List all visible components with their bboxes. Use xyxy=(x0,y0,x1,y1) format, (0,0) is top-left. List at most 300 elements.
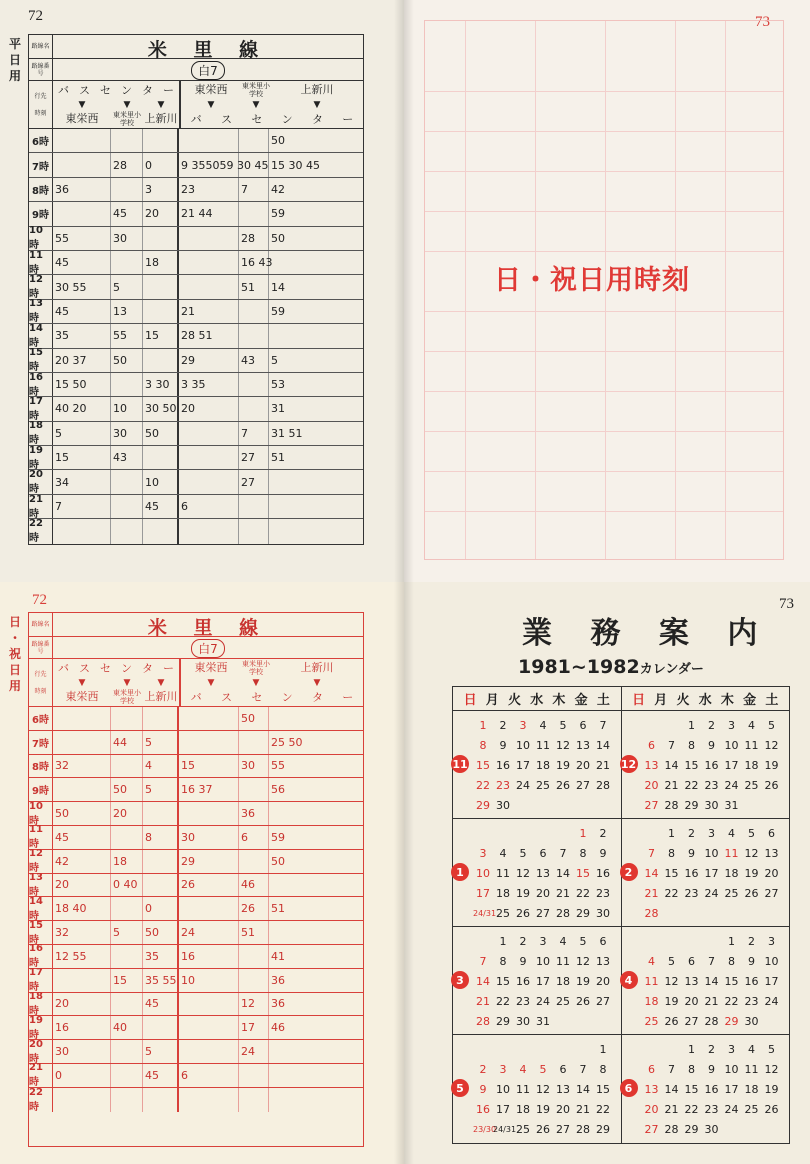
calendar-day: 22 xyxy=(664,886,679,900)
month-block xyxy=(453,927,622,1034)
calendar-day: 19 xyxy=(744,866,759,880)
timetable-row xyxy=(29,707,363,731)
calendar-day: 1 xyxy=(688,1042,695,1056)
calendar-day: 1 xyxy=(479,718,487,732)
minute-cell: 35 55 xyxy=(143,969,179,992)
page-number: 73 xyxy=(755,14,770,30)
calendar-day: 25 xyxy=(744,778,759,792)
calendar-day: 21 xyxy=(704,994,719,1008)
minute-cell xyxy=(111,1088,143,1112)
minute-cell xyxy=(179,251,239,274)
destination-label xyxy=(29,659,53,706)
month-badge: 1 xyxy=(451,863,469,881)
calendar-day: 22 xyxy=(476,778,490,792)
direction-arrows xyxy=(53,99,179,111)
calendar-day: 10 xyxy=(536,954,550,968)
route-number-row xyxy=(29,59,363,81)
direction-inbound xyxy=(181,81,363,128)
dest-char: タ xyxy=(142,83,153,97)
month-badge: 6 xyxy=(620,1079,638,1097)
calendar-week xyxy=(642,843,786,863)
calendar-week xyxy=(473,1039,617,1059)
minute-cell xyxy=(239,397,269,420)
minute-cell xyxy=(239,731,269,754)
destination-label-text: 行先 xyxy=(34,670,47,678)
calendar-day: 14 xyxy=(664,758,679,772)
route-name-row xyxy=(29,613,363,637)
calendar xyxy=(452,686,790,1144)
down-arrow-icon: ▼ xyxy=(252,677,260,688)
minute-cell xyxy=(111,826,143,849)
minute-cell: 50 xyxy=(143,921,179,944)
holiday-timetable-page xyxy=(0,582,404,1164)
line-name: 米 里 線 xyxy=(147,617,269,639)
minute-cell: 15 xyxy=(53,446,111,469)
calendar-day: 28 xyxy=(704,1014,719,1028)
dest-char: セ xyxy=(251,113,263,127)
calendar-day: 8 xyxy=(499,954,507,968)
minute-cell xyxy=(269,251,363,274)
calendar-day: 3 xyxy=(479,846,487,860)
calendar-day: 16 xyxy=(684,866,699,880)
calendar-day: 8 xyxy=(668,846,675,860)
calendar-day: 17 xyxy=(476,886,490,900)
calendar-day: 7 xyxy=(559,846,567,860)
minute-cell: 10 xyxy=(179,969,239,992)
minute-cell xyxy=(143,227,179,250)
minute-cell: 59 xyxy=(271,830,285,844)
calendar-day: 29 xyxy=(684,1122,699,1136)
minute-cell: 50 xyxy=(271,854,285,868)
calendar-day: 18 xyxy=(744,758,759,772)
minute-cell: 50 xyxy=(271,134,285,148)
timetable-row xyxy=(29,202,363,226)
calendar-day: 17 xyxy=(704,866,719,880)
minute-cell: 56 xyxy=(271,783,285,797)
calendar-day: 29 xyxy=(476,798,490,812)
calendar-day: 12 xyxy=(764,738,779,752)
calendar-week xyxy=(473,755,617,775)
calendar-day: 25 xyxy=(744,1102,759,1116)
minute-cell xyxy=(179,275,239,298)
calendar-day: 9 xyxy=(748,954,755,968)
timetable-row xyxy=(29,990,363,1017)
timetable-row xyxy=(29,446,363,470)
minute-cell: 3 xyxy=(143,178,179,201)
calendar-row xyxy=(453,819,789,927)
minute-cell xyxy=(53,778,111,801)
hour-cell: 9時 xyxy=(29,202,53,225)
direction-outbound xyxy=(53,81,181,128)
down-arrow-icon: ▼ xyxy=(78,677,86,688)
hour-cell: 13時 xyxy=(29,874,53,897)
weekday-label: 日 xyxy=(632,693,646,708)
minute-cell: 14 xyxy=(271,280,285,294)
minute-cell xyxy=(143,275,179,298)
hour-cell: 11時 xyxy=(29,826,53,849)
calendar-day: 29 xyxy=(596,1122,610,1136)
calendar-day: 10 xyxy=(516,738,530,752)
minute-cell xyxy=(239,373,269,396)
minute-cell xyxy=(111,945,143,968)
calendar-week xyxy=(642,755,786,775)
direction-arrows xyxy=(181,677,363,689)
calendar-day: 8 xyxy=(688,1062,695,1076)
calendar-week xyxy=(473,1119,617,1139)
minute-cell xyxy=(179,422,239,445)
month-block xyxy=(622,1035,790,1143)
calendar-day: 21 xyxy=(664,1102,679,1116)
calendar-day: 14 xyxy=(644,866,659,880)
route-number-label: 路線番号 xyxy=(29,637,53,658)
calendar-day: 4 xyxy=(728,826,735,840)
page-number: 72 xyxy=(32,592,47,608)
dest-char: タ xyxy=(311,113,323,127)
minute-cell: 45 xyxy=(111,202,143,225)
minute-cell: 59 xyxy=(271,304,285,318)
weekday-label: 土 xyxy=(765,693,779,708)
page-gutter xyxy=(394,0,404,582)
month-badge: 2 xyxy=(620,863,638,881)
minute-cell xyxy=(143,519,179,543)
minute-cell: 50 xyxy=(143,422,179,445)
page-title: 業 務 案 内 xyxy=(522,616,772,651)
weekday-label: 金 xyxy=(743,693,757,708)
minute-cell: 5 xyxy=(111,275,143,298)
minute-cell: 16 37 xyxy=(179,778,239,801)
month-badge: 11 xyxy=(451,755,469,773)
minute-cell xyxy=(179,993,239,1016)
calendar-day: 20 xyxy=(684,994,699,1008)
calendar-day: 15 xyxy=(596,1082,610,1096)
minute-cell xyxy=(179,731,239,754)
minute-cell: 8 xyxy=(143,826,179,849)
calendar-week xyxy=(642,795,786,815)
minute-cell: 55 xyxy=(271,759,285,773)
minute-cell: 6 xyxy=(179,1064,239,1087)
calendar-day: 26 xyxy=(764,1102,779,1116)
minute-cell: 9 355059 30 45 xyxy=(179,153,239,176)
calendar-day: 6 xyxy=(648,738,655,752)
calendar-day: 16 xyxy=(704,758,719,772)
direction-top xyxy=(181,659,363,677)
calendar-day: 31 xyxy=(536,1014,550,1028)
minute-cell: 30 xyxy=(111,422,143,445)
calendar-day: 15 xyxy=(664,866,679,880)
page-number: 72 xyxy=(28,8,43,24)
minute-cell: 21 xyxy=(179,300,239,323)
calendar-day: 7 xyxy=(599,718,607,732)
minute-cell: 18 xyxy=(111,850,143,873)
calendar-day: 3 xyxy=(728,718,735,732)
calendar-day: 5 xyxy=(768,1042,775,1056)
minute-cell: 20 xyxy=(143,202,179,225)
minute-cell xyxy=(269,470,363,493)
calendar-day: 24 xyxy=(516,778,530,792)
dest-char: ー xyxy=(342,113,354,127)
timetable-row xyxy=(29,227,363,251)
minute-cell xyxy=(111,1040,143,1063)
calendar-day: 28 xyxy=(596,778,610,792)
calendar-week xyxy=(642,863,786,883)
minute-cell: 28 xyxy=(239,227,269,250)
calendar-day: 1 xyxy=(599,1042,607,1056)
calendar-week xyxy=(642,903,786,923)
calendar-day: 1 xyxy=(499,934,507,948)
calendar-day: 5 xyxy=(559,718,567,732)
calendar-day: 19 xyxy=(556,758,570,772)
calendar-day: 2 xyxy=(688,826,695,840)
hour-cell: 6時 xyxy=(29,707,53,730)
minute-cell xyxy=(143,300,179,323)
down-arrow-icon: ▼ xyxy=(313,677,321,688)
timetable-row xyxy=(29,826,363,850)
calendar-day: 15 xyxy=(684,758,699,772)
minute-cell xyxy=(239,153,269,176)
calendar-week xyxy=(473,1011,617,1031)
minute-cell: 7 xyxy=(53,495,111,518)
calendar-day: 24/31 xyxy=(473,908,497,918)
minute-cell: 43 xyxy=(111,446,143,469)
direction-arrows xyxy=(53,677,179,689)
calendar-week xyxy=(642,715,786,735)
calendar-day: 26 xyxy=(764,778,779,792)
minute-cell: 43 xyxy=(239,349,269,372)
hour-cell: 13時 xyxy=(29,300,53,323)
calendar-week xyxy=(642,1079,786,1099)
calendar-day: 17 xyxy=(516,758,530,772)
calendar-day: 25 xyxy=(556,994,570,1008)
dest-char: タ xyxy=(142,661,153,675)
calendar-day: 22 xyxy=(596,1102,610,1116)
minute-cell: 7 xyxy=(239,178,269,201)
minute-cell: 30 xyxy=(179,826,239,849)
timetable-row xyxy=(29,129,363,153)
hour-cell: 9時 xyxy=(29,778,53,801)
minute-cell: 17 xyxy=(239,1016,269,1039)
minute-cell: 3 30 xyxy=(143,373,179,396)
dest-char: ン xyxy=(281,113,293,127)
month-badge: 5 xyxy=(451,1079,469,1097)
minute-cell xyxy=(111,251,143,274)
timetable-row xyxy=(29,275,363,299)
calendar-week xyxy=(642,1099,786,1119)
minute-cell: 31 51 xyxy=(271,426,303,440)
calendar-week xyxy=(642,735,786,755)
calendar-day: 15 xyxy=(576,866,590,880)
calendar-day: 4 xyxy=(539,718,547,732)
calendar-day: 20 xyxy=(644,778,659,792)
calendar-day: 4 xyxy=(519,1062,527,1076)
calendar-day: 4 xyxy=(748,718,755,732)
calendar-day: 3 xyxy=(708,826,715,840)
calendar-day: 26 xyxy=(556,778,570,792)
calendar-day: 1 xyxy=(728,934,735,948)
minute-cell xyxy=(239,495,269,518)
calendar-day: 22 xyxy=(576,886,590,900)
calendar-day: 23 xyxy=(516,994,530,1008)
minute-cell xyxy=(111,519,143,543)
dest-char: ン xyxy=(281,691,293,705)
calendar-day: 28 xyxy=(664,798,679,812)
calendar-day: 21 xyxy=(644,886,659,900)
calendar-day: 25 xyxy=(724,886,739,900)
calendar-week xyxy=(642,1119,786,1139)
dest-char: ス xyxy=(79,83,90,97)
calendar-day: 12 xyxy=(664,974,679,988)
dest-char: セ xyxy=(100,83,111,97)
minute-cell: 29 xyxy=(179,349,239,372)
minute-cell: 29 xyxy=(179,850,239,873)
month-block xyxy=(622,819,790,926)
side-label: 日 ・ 祝 日 用 xyxy=(8,615,21,693)
calendar-day: 13 xyxy=(536,866,550,880)
calendar-day: 7 xyxy=(708,954,715,968)
calendar-day: 25 xyxy=(516,1122,530,1136)
month-badge: 12 xyxy=(620,755,638,773)
minute-cell xyxy=(53,153,111,176)
timetable-row xyxy=(29,1088,363,1112)
calendar-day: 2 xyxy=(499,718,507,732)
timetable-row xyxy=(29,300,363,324)
calendar-day: 11 xyxy=(644,974,659,988)
weekday-label: 火 xyxy=(676,693,690,708)
dest-char: バ xyxy=(190,691,202,705)
minute-cell: 51 xyxy=(239,275,269,298)
direction-top xyxy=(53,659,179,677)
minute-cell: 20 xyxy=(53,993,111,1016)
minute-cell: 15 xyxy=(111,969,143,992)
calendar-day: 31 xyxy=(724,798,739,812)
minute-cell: 35 xyxy=(143,945,179,968)
hour-cell: 14時 xyxy=(29,324,53,347)
calendar-day: 13 xyxy=(684,974,699,988)
minute-cell: 20 xyxy=(179,397,239,420)
down-arrow-icon: ▼ xyxy=(157,99,165,110)
calendar-day: 10 xyxy=(724,1062,739,1076)
minute-cell: 16 43 xyxy=(239,251,269,274)
minute-cell: 45 xyxy=(53,826,111,849)
minute-cell xyxy=(239,1088,269,1112)
calendar-day: 1 xyxy=(579,826,587,840)
direction-bottom xyxy=(181,688,363,706)
calendar-week xyxy=(473,931,617,951)
minute-cell xyxy=(53,129,111,152)
minute-cell: 42 xyxy=(53,850,111,873)
calendar-day: 30 xyxy=(744,1014,759,1028)
dest-char: ー xyxy=(163,661,174,675)
dest-stop: 東栄西 xyxy=(65,690,99,704)
minute-cell xyxy=(53,519,111,543)
calendar-day: 4 xyxy=(748,1042,755,1056)
direction-bottom xyxy=(53,110,179,128)
minute-cell xyxy=(269,707,363,730)
calendar-day: 17 xyxy=(536,974,550,988)
calendar-day: 14 xyxy=(704,974,719,988)
holiday-title: 日・祝日用時刻 xyxy=(494,265,690,296)
calendar-header xyxy=(453,687,789,711)
minute-cell: 18 xyxy=(143,251,179,274)
dest-stop: 東米里小学校 xyxy=(113,111,141,128)
calendar-day: 10 xyxy=(496,1082,510,1096)
hour-cell: 12時 xyxy=(29,850,53,873)
calendar-day: 20 xyxy=(596,974,610,988)
calendar-day: 16 xyxy=(596,866,610,880)
calendar-week xyxy=(473,735,617,755)
calendar-day: 6 xyxy=(559,1062,567,1076)
hour-cell: 12時 xyxy=(29,275,53,298)
calendar-day: 15 xyxy=(724,974,739,988)
minute-cell xyxy=(239,202,269,225)
minute-cell xyxy=(111,755,143,778)
dest-char: ス xyxy=(220,113,232,127)
hour-cell: 6時 xyxy=(29,129,53,152)
down-arrow-icon: ▼ xyxy=(207,677,215,688)
calendar-week xyxy=(473,1099,617,1119)
weekday-timetable-page xyxy=(0,0,404,582)
minute-cell xyxy=(239,969,269,992)
calendar-day: 11 xyxy=(496,866,510,880)
hour-cell: 8時 xyxy=(29,755,53,778)
timetable-row xyxy=(29,178,363,202)
minute-cell xyxy=(239,850,269,873)
route-name-label: 路線名 xyxy=(29,613,53,636)
hour-cell: 22時 xyxy=(29,1088,53,1112)
calendar-day: 7 xyxy=(479,954,487,968)
calendar-week xyxy=(642,775,786,795)
calendar-day: 13 xyxy=(644,758,659,772)
dest-char: バ xyxy=(58,661,69,675)
timetable-rows xyxy=(29,707,363,1112)
calendar-day: 2 xyxy=(599,826,607,840)
down-arrow-icon: ▼ xyxy=(123,677,131,688)
calendar-day: 26 xyxy=(576,994,590,1008)
timetable xyxy=(28,34,364,545)
calendar-day: 2 xyxy=(479,1062,487,1076)
direction-bottom xyxy=(53,688,179,706)
calendar-day: 28 xyxy=(664,1122,679,1136)
calendar-day: 26 xyxy=(536,1122,550,1136)
minute-cell xyxy=(179,446,239,469)
timetable-row xyxy=(29,153,363,177)
minute-cell: 32 xyxy=(53,921,111,944)
calendar-day: 27 xyxy=(576,778,590,792)
minute-cell: 40 20 xyxy=(53,397,111,420)
calendar-day: 13 xyxy=(596,954,610,968)
calendar-day: 4 xyxy=(499,846,507,860)
calendar-day: 18 xyxy=(496,886,510,900)
calendar-day: 21 xyxy=(596,758,610,772)
timetable-row xyxy=(29,1016,363,1040)
calendar-day: 2 xyxy=(748,934,755,948)
hour-cell: 14時 xyxy=(29,897,53,920)
calendar-week xyxy=(642,883,786,903)
calendar-day: 28 xyxy=(576,1122,590,1136)
minute-cell xyxy=(53,969,111,992)
minute-cell xyxy=(239,1064,269,1087)
weekday-label: 水 xyxy=(530,693,544,708)
calendar-day: 24 xyxy=(536,994,550,1008)
dest-stop: 上新川 xyxy=(300,82,334,96)
minute-cell: 5 xyxy=(143,1040,179,1063)
minute-cell: 45 xyxy=(143,1064,179,1087)
calendar-day: 18 xyxy=(724,866,739,880)
page-gutter xyxy=(404,0,414,582)
minute-cell: 50 xyxy=(111,349,143,372)
calendar-day: 24/31 xyxy=(493,1124,517,1134)
minute-cell: 15 xyxy=(143,324,179,347)
calendar-day: 22 xyxy=(684,778,699,792)
